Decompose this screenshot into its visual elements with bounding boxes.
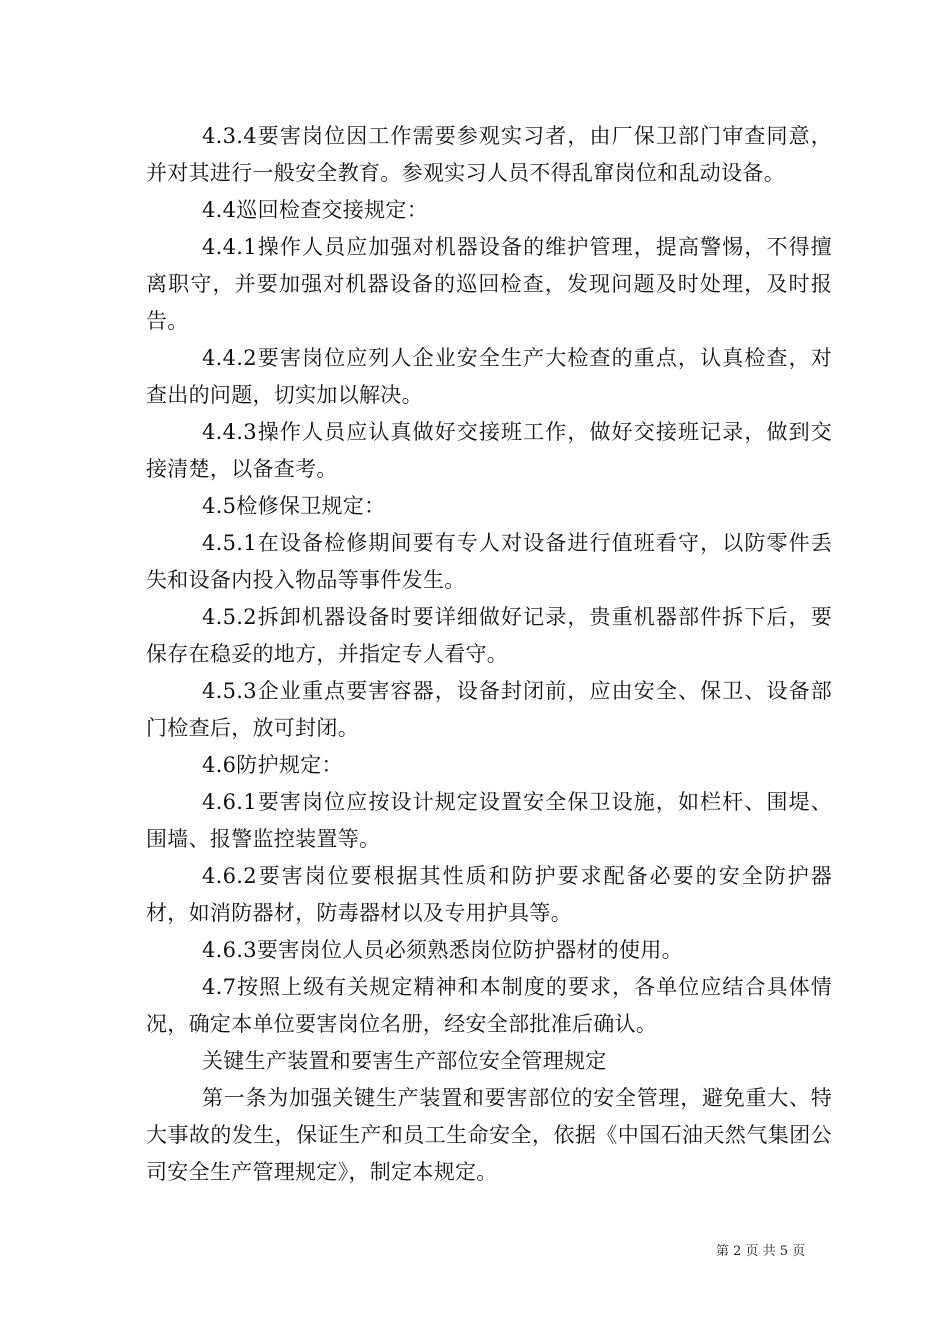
paragraph-4-5-3: 4.5.3企业重点要害容器，设备封闭前，应由安全、保卫、设备部门检查后，放可封闭。 (146, 679, 832, 740)
heading-4-6: 4.6防护规定： (202, 753, 343, 777)
heading-4-4: 4.4巡回检查交接规定： (202, 198, 428, 222)
paragraph-4-5-1: 4.5.1在设备检修期间要有专人对设备进行值班看守，以防零件丢失和设备内投入物品等事件发生。 (146, 531, 832, 592)
paragraph-4-7: 4.7按照上级有关规定精神和本制度的要求，各单位应结合具体情况，确定本单位要害岗位名册，经安全部批准后确认。 (146, 975, 832, 1036)
page-number: 第 2 页 共 5 页 (716, 1244, 806, 1259)
paragraph-4-4-1: 4.4.1操作人员应加强对机器设备的维护管理，提高警惕，不得擅离职守，并要加强对机器设备的巡回检查，发现问题及时处理，及时报告。 (146, 235, 832, 333)
paragraph-4-5-2: 4.5.2拆卸机器设备时要详细做好记录，贵重机器部件拆下后，要保存在稳妥的地方，并指定专人看守。 (146, 605, 832, 666)
paragraph-4-6-3: 4.6.3要害岗位人员必须熟悉岗位防护器材的使用。 (202, 938, 683, 962)
document-body (146, 118, 832, 1191)
section-title: 关键生产装置和要害生产部位安全管理规定 (202, 1049, 607, 1073)
paragraph-article-1: 第一条为加强关键生产装置和要害部位的安全管理，避免重大、特大事故的发生，保证生产和员工生命安全，依据《中国石油天然气集团公司安全生产管理规定》，制定本规定。 (146, 1086, 832, 1184)
paragraph-4-4-2: 4.4.2要害岗位应列人企业安全生产大检查的重点，认真检查，对查出的问题，切实加以解决。 (146, 346, 832, 407)
paragraph-4-6-1: 4.6.1要害岗位应按设计规定设置安全保卫设施，如栏杆、围堤、围墙、报警监控装置等。 (146, 790, 832, 851)
paragraph-4-6-2: 4.6.2要害岗位要根据其性质和防护要求配备必要的安全防护器材，如消防器材，防毒器材以及专用护具等。 (146, 864, 832, 925)
heading-4-5: 4.5检修保卫规定： (202, 494, 386, 518)
paragraph-4-4-3: 4.4.3操作人员应认真做好交接班工作，做好交接班记录，做到交接清楚，以备查考。 (146, 420, 832, 481)
paragraph-4-3-4: 4.3.4要害岗位因工作需要参观实习者，由厂保卫部门审查同意，并对其进行一般安全教育。参观实习人员不得乱窜岗位和乱动设备。 (146, 124, 832, 185)
